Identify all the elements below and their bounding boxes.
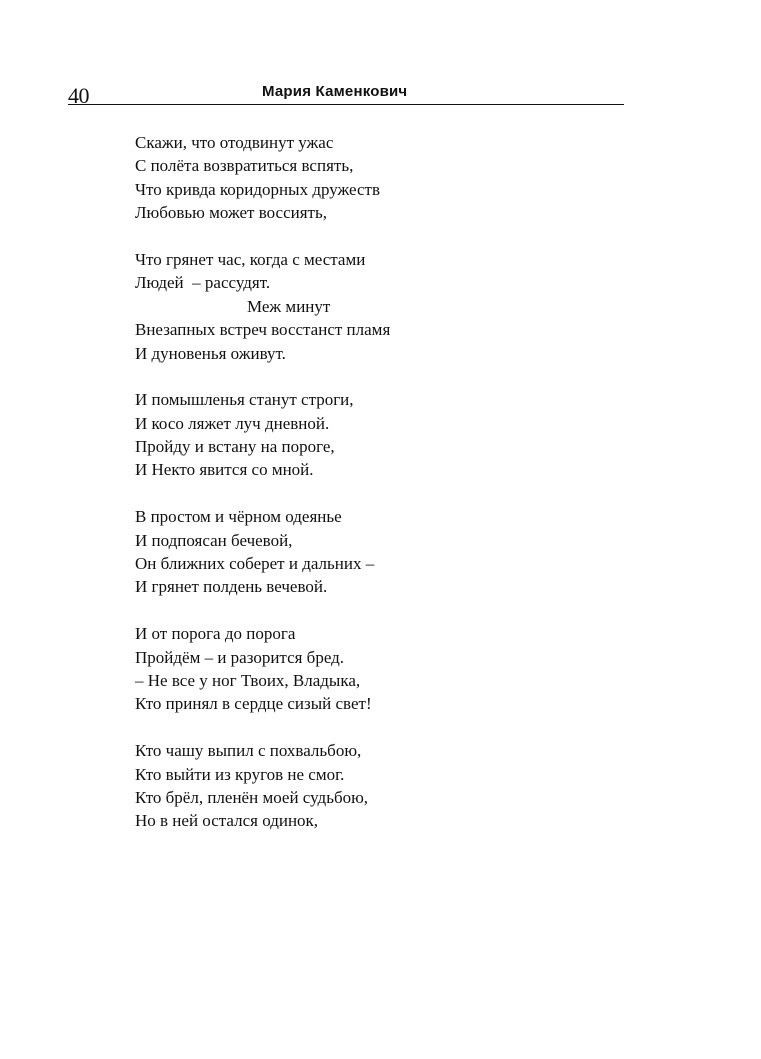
stanza-6 (135, 739, 555, 833)
poem-line: Внезапных встреч восстанст пламя (135, 320, 391, 340)
poem-line: Пройдём – и разорится бред. (135, 647, 345, 667)
stanza-4 (135, 505, 555, 599)
poem-line: Людей – рассудят. (135, 273, 271, 293)
poem-line: И от порога до порога (135, 624, 296, 644)
poem-line: И помышленья станут строги, (135, 390, 354, 410)
page-header (68, 80, 624, 108)
poem-body (135, 131, 555, 856)
poem-line: Любовью может воссиять, (135, 203, 327, 223)
poem-line: С полёта возвратиться вспять, (135, 156, 354, 176)
poem-line: Кто чашу выпил с похвальбою, (135, 741, 362, 761)
poem-line: Скажи, что отодвинут ужас (135, 133, 334, 152)
stanza-2 (135, 248, 555, 365)
poem-line: И подпоясан бечевой, (135, 530, 293, 550)
stanza-1 (135, 131, 555, 225)
poem-line: Пройду и встану на пороге, (135, 437, 335, 457)
page-number: 40 (68, 83, 89, 108)
poem-line: Кто выйти из кругов не смог. (135, 764, 345, 784)
poem-line: Что грянет час, когда с местами (135, 249, 366, 269)
poem-line: И дуновенья оживут. (135, 343, 286, 363)
poem-line: Он ближних соберет и дальних – (135, 554, 375, 574)
poem-line: Кто принял в сердце сизый свет! (135, 694, 372, 714)
poem-line: – Не все у ног Твоих, Владыка, (135, 670, 361, 690)
poem-line: Что кривда коридорных дружеств (135, 179, 381, 199)
poem-line: И косо ляжет луч дневной. (135, 413, 330, 433)
poem-line: И грянет полдень вечевой. (135, 577, 328, 597)
stanza-3 (135, 388, 555, 482)
stanza-5 (135, 622, 555, 716)
poem-line-indented: Меж минут (247, 296, 331, 316)
poem-line: И Некто явится со мной. (135, 460, 314, 480)
running-head-author: Мария Каменкович (262, 83, 408, 100)
poem-line: В простом и чёрном одеянье (135, 507, 342, 527)
poem-line: Кто брёл, пленён моей судьбою, (135, 787, 369, 807)
poem-line: Но в ней остался одинок, (135, 811, 319, 831)
